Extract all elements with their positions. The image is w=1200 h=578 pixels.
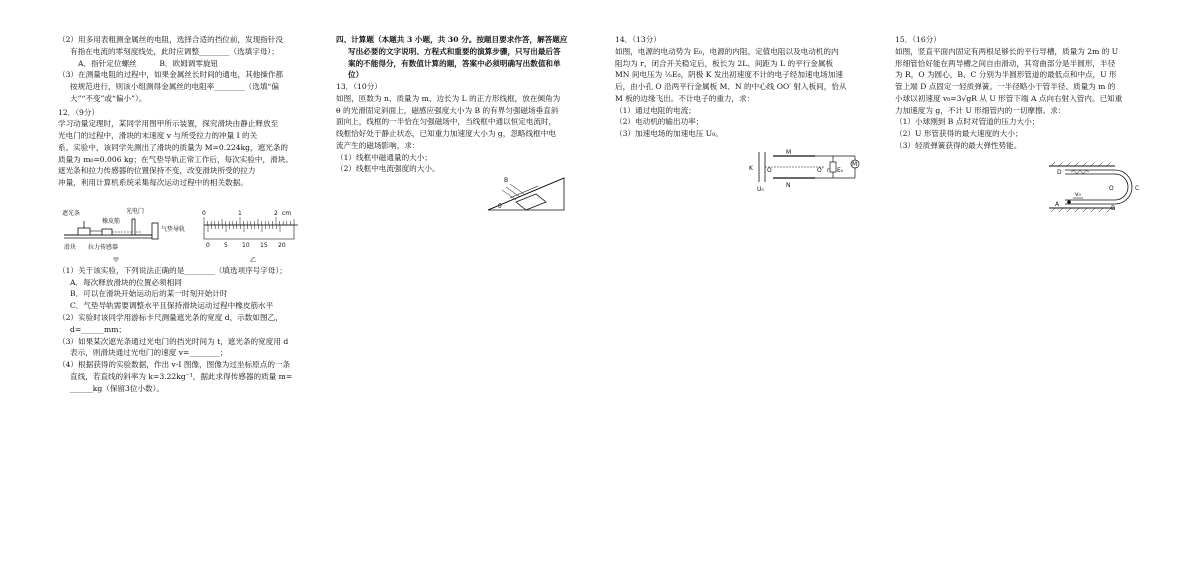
q12-stem-4: 质量为 m₀=0.006 kg；在气垫导轨正常工作后，每次实验中，滑块、 (58, 154, 293, 164)
vernier-scale-ticks (208, 225, 280, 232)
q14-stem-5: M 板的边缘飞出。不计电子的重力，求： (615, 93, 755, 103)
q12-part4-line2: 直线，若直线的斜率为 k=3.22kg⁻¹，据此求得传感器的质量 m= (70, 371, 293, 381)
label-qidiandaogui: 气垫导轨 (161, 225, 186, 233)
label-motor: M (852, 161, 858, 168)
q15-stem-6: 力加速度为 g，不计 U 形细管内的一切摩擦。求： (895, 105, 1066, 115)
q14-stem-2: 阻均为 r，闭合开关稳定后，板长为 2L、间距为 L 的平行金属板 (615, 58, 834, 68)
label-o-prime: O′ (817, 167, 824, 174)
q12-part3-line1: （3）如果某次遮光条通过光电门的挡光时间为 t，遮光条的宽度用 d (58, 336, 289, 346)
tick-label-0: 0 (202, 209, 206, 217)
q13-part2: （2）线框中电流强度的大小。 (336, 164, 440, 174)
q15-stem-5: 小球以初速度 v₀=3√gR 从 U 形管下端 A 点向右射入管内。已知重 (895, 93, 1123, 103)
section4-heading-4: 位） (348, 70, 364, 80)
q12-part4-line1: （4）根据获得的实验数据，作出 v-I 图像，图像为过坐标原点的一条 (58, 360, 291, 370)
q12-figures (58, 201, 310, 265)
q13-heading: 13．（10分） (336, 82, 382, 92)
incline-frame-figure (486, 152, 566, 214)
q12-stem-1: 学习动量定理时，某同学用图甲所示装置，探究滑块由静止释放至 (58, 119, 279, 129)
section4-heading-2: 写出必要的文字说明、方程式和重要的演算步骤，只写出最后答 (348, 46, 561, 56)
q15-part3: （3）轻质弹簧获得的最大弹性势能。 (895, 140, 1022, 150)
q11-part3-line2: 按规范进行，则该小组测得金属丝的电阻率________（选填“偏 (70, 82, 279, 92)
column-3 (615, 34, 865, 192)
q13-part1: （1）线框中磁通量的大小； (336, 152, 432, 162)
label-o: O (1109, 185, 1114, 192)
q13-stem-2: θ 的光滑固定斜面上，磁感应强度大小为 B 的有界匀强磁场垂直斜 (336, 105, 559, 115)
label-b: B (1111, 205, 1116, 212)
label-c: C (1135, 185, 1140, 192)
label-zheguangtiao: 遮光条 (62, 209, 81, 217)
q15-part1: （1）小球刚到 B 点时对管道的压力大小； (895, 117, 1040, 127)
q15-stem-4: 管上端 D 点固定一轻质弹簧。一半径略小于管半径、质量为 m 的 (895, 82, 1116, 92)
q15-stem-3: 为 R，O 为圆心，B、C 分别为半圆形管道的最低点和中点，U 形 (895, 70, 1117, 80)
tick-label-2: 2 (274, 209, 278, 217)
section4-heading-3: 案的不能得分，有数值计算的题，答案中必须明确写出数值和单 (348, 58, 561, 68)
q13-stem-3: 面向上，线框的一半恰在匀强磁场中，当线框中通以恒定电流时， (336, 117, 557, 127)
label-lalichuanganqi: 拉力传感器 (88, 243, 119, 251)
section4-heading-1: 四、计算题（本题共 3 小题，共 30 分。按题目要求作答，解答题应 (336, 35, 568, 44)
vernier-label-20: 20 (278, 241, 286, 249)
tick-label-1: 1 (238, 209, 242, 217)
vernier-label-0: 0 (206, 241, 210, 249)
q12-stem-2: 光电门的过程中，滑块的末速度 v 与所受拉力的冲量 I 的关 (58, 131, 258, 141)
vernier-label-15: 15 (260, 241, 268, 249)
q12-part3-line2: 表示，则滑块通过光电门的速度 v=________； (70, 348, 228, 358)
label-huakuai: 滑块 (64, 243, 77, 251)
q14-part1: （1）通过电阻的电流； (615, 105, 696, 115)
q12-stem-5: 遮光条和拉力传感器的位置保持不变，改变滑块所受的拉力 (58, 166, 256, 176)
q14-heading: 14．（13分） (615, 35, 661, 44)
label-a: A (1055, 201, 1060, 208)
label-o: O (767, 167, 772, 174)
u-tube-figure (1045, 160, 1145, 212)
q12-option-a: A．每次释放滑块的位置必须相同 (70, 277, 182, 287)
q12-part1: （1）关于该实验，下列说法正确的是________（填选项序号字母）； (58, 265, 287, 275)
main-scale-ticks (204, 217, 294, 225)
column-4 (895, 34, 1145, 212)
label-theta: θ (498, 203, 502, 210)
label-v0: v₀ (1075, 191, 1081, 198)
label-d: D (1057, 169, 1062, 176)
q12-stem-6: 冲量，利用计算机系统采集每次运动过程中的相关数据。 (58, 178, 248, 188)
caption-jia: 甲 (113, 256, 120, 264)
q12-option-b: B．可以在滑块开始运动后的某一时刻开始计时 (70, 289, 228, 299)
q11-part2-options: A．指针定位螺丝 B．欧姆调零旋钮 (78, 58, 219, 68)
caption-yi: 乙 (250, 256, 257, 264)
q14-part3: （3）加速电场的加速电压 U₀。 (615, 129, 723, 139)
vernier-label-10: 10 (242, 241, 250, 249)
q12-stem-3: 系。实验中，该同学先测出了滑块的质量为 M=0.224kg，遮光条的 (58, 142, 289, 152)
q14-part2: （2）电动机的输出功率； (615, 117, 704, 127)
q11-part3-line3: 大”“不变”或“偏小”）。 (70, 93, 147, 103)
label-b: B (504, 177, 509, 184)
q14-figure (745, 142, 865, 192)
q14-stem-4: 后，由小孔 O 沿两平行金属板 M、N 的中心线 OO′ 射入板间，恰从 (615, 82, 847, 92)
label-guangdianmen: 光电门 (126, 207, 145, 215)
q13-figure (486, 152, 566, 214)
q13-stem-1: 如图，匝数为 n、质量为 m、边长为 L 的正方形线框，放在倾角为 (336, 93, 561, 103)
q15-stem-2: 形细管恰好能在两导槽之间自由滑动，其弯曲部分是半圆形，半径 (895, 58, 1116, 68)
q15-stem-1: 如图，竖直平面内固定有两根足够长的平行导槽，质量为 2m 的 U (895, 46, 1119, 56)
circuit-figure (745, 142, 865, 192)
column-1 (58, 34, 310, 394)
q12-part2-line2: d=______mm； (70, 324, 127, 334)
q11-part3-line1: （3）在测量电阻的过程中，如果金属丝长时间的通电，其他操作都 (58, 70, 284, 80)
column-2 (336, 34, 581, 210)
label-m: M (786, 149, 792, 156)
q15-figure (1045, 160, 1145, 212)
label-r: r (827, 167, 830, 174)
label-u0: U₀ (757, 186, 764, 192)
q13-stem-4: 线框恰好处于静止状态，已知重力加速度大小为 g，忽略线框中电 (336, 129, 556, 139)
label-k: K (749, 165, 753, 172)
vernier-figure-yi (198, 201, 308, 265)
label-xiangpijin: 橡皮筋 (102, 217, 121, 225)
q12-part4-line3: ______kg（保留3位小数）。 (70, 383, 165, 393)
q14-stem-3: MN 间电压为 ⅖E₀，阴极 K 发出初速度不计的电子经加速电场加速 (615, 70, 843, 80)
q12-heading: 12．（9分） (58, 107, 100, 117)
label-n: N (786, 182, 791, 189)
q13-stem-5: 流产生的磁场影响，求： (336, 140, 420, 150)
q11-part2-line1: （2）用多用表粗测金属丝的电阻，选择合适的挡位前，发现指针没 (58, 35, 284, 44)
q15-part2: （2）U 形管获得的最大速度的大小； (895, 129, 1023, 139)
q11-part2-line2: 有指在电流的零刻度线处，此时应调整________（选填字母）； (70, 46, 279, 56)
q12-part2-line1: （2）实验时该同学用游标卡尺测量遮光条的宽度 d，示数如图乙， (58, 313, 283, 323)
label-e0: E₀ (837, 167, 844, 174)
q12-option-c: C．气垫导轨需要调整水平且保持滑块运动过程中橡皮筋水平 (70, 301, 274, 311)
q14-stem-1: 如图，电源的电动势为 E₀，电源的内阻、定值电阻以及电动机的内 (615, 46, 839, 56)
q15-heading: 15．（16分） (895, 35, 941, 44)
vernier-label-5: 5 (224, 241, 228, 249)
tick-label-cm: cm (282, 209, 292, 217)
